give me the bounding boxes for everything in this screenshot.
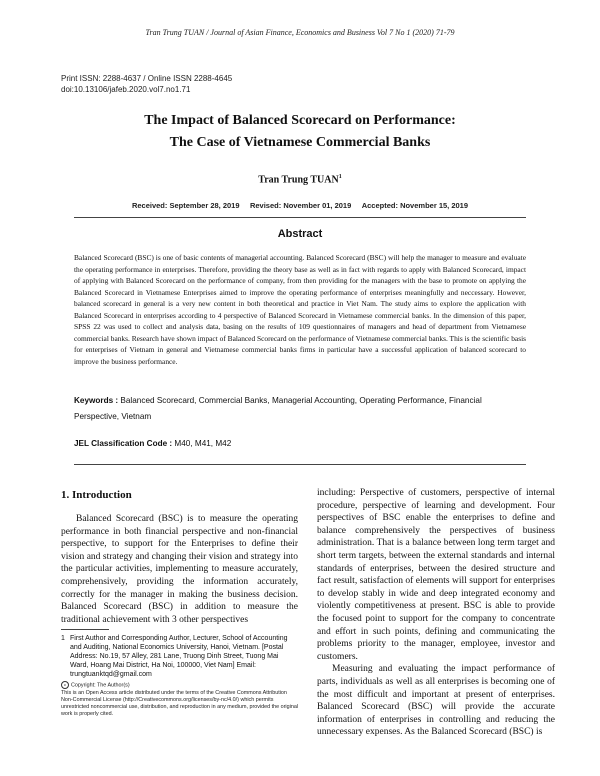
footnote-number: 1	[61, 635, 65, 642]
accepted-date: November 15, 2019	[400, 201, 469, 210]
jel-classification	[74, 438, 526, 450]
footnote	[61, 634, 298, 679]
divider-top	[74, 217, 526, 218]
issn-line: Print ISSN: 2288-4637 / Online ISSN 2288-4645	[61, 74, 233, 83]
copyright-line: Copyright: The Author(s)	[71, 682, 130, 689]
left-column	[61, 513, 298, 626]
intro-paragraph-2: Measuring and evaluating the impact performance of parts, individuals as well as all enterprises is becoming one of the most difficult and important at present of enterprises. Balanced Scorecard (BSC) will provide the accurate information of enterprises in controlling and reducing the unnecessary expenses. As the Balanced Scorecard (BSC) is	[317, 664, 555, 738]
submission-dates	[0, 201, 600, 210]
footnote-text: First Author and Corresponding Author, Lecturer, School of Accounting and Auditing, National Economics University, Hanoi, Vietnam. [Postal Address: No.19, 57 Alley, 281 Lane, Truong Dinh Street, Tuong Mai Ward, Hoang Mai District, Ha Noi, 100000, Viet Nam] Email: trungtuanktqd@gmail.com	[70, 635, 288, 678]
revised-label: Revised:	[249, 201, 282, 210]
footnote-divider	[61, 629, 109, 630]
keywords	[74, 393, 526, 425]
jel-codes: M40, M41, M42	[174, 439, 232, 448]
copyright-notice	[61, 681, 298, 718]
copyright-icon: c	[61, 681, 69, 689]
title-line-2: The Case of Vietnamese Commercial Banks	[169, 135, 431, 150]
jel-label: JEL Classification Code :	[74, 439, 173, 448]
issn-doi-block	[61, 73, 232, 95]
author-name: Tran Trung TUAN	[258, 174, 339, 186]
keywords-text: Balanced Scorecard, Commercial Banks, Managerial Accounting, Operating Performance, Financial Perspective, Vietnam	[74, 396, 482, 421]
doi-line: doi:10.13106/jafeb.2020.vol7.no1.71	[61, 85, 191, 94]
keywords-label: Keywords :	[74, 396, 119, 405]
abstract-heading: Abstract	[277, 228, 323, 240]
running-header: Tran Trung TUAN / Journal of Asian Finance, Economics and Business Vol 7 No 1 (2020) 71-79	[145, 28, 455, 37]
intro-paragraph-1-continued: including: Perspective of customers, perspective of internal procedure, perspective of learning and development. Four perspectives of BSC enable the enterprises to define and balance comprehensively the perspectives of business administration. That is a balance between long term target and short term targets, between the external standards and internal standards of enterprises, between the desired structure and fact result, satisfaction of elements will support for enterprises to develop stably in wide and deep integrated economy and violently competitiveness at present. BSC is able to provide the focused point to support for the company to concentrate and effort in such points, defining and communicating the problems priority to the manager, employee, investor and customers.	[317, 488, 555, 662]
abstract-body: Balanced Scorecard (BSC) is one of basic contents of managerial accounting. Balanced Scorecard (BSC) will help the manager to measure and evaluate the operating performance in enterprises. Therefore, providing the theory base as well as in fact with regards to apply with Balanced Scorecard, impact of applying with Balanced Scorecard on the performance of company, from then providing for the managers with the base to promote on applying the Balanced Scorecard in Vietnamese Enterprises aimed to improve the operating performance of enterprises meaningfully and neccessary. However, balanced scorecard in general is a very new content in both theoretical and practice in Viet Nam. The study aims to explore the application with Balanced Scorecard in enterprises according to 4 perspective of Balanced Scorecard in Vietnamese commercial banks. In the dimension of this paper, SPSS 22 was used to collect and analysis data, basing on the results of 109 questionnaires of managers and head of department from Vietnamese commercial banks. Research have shown impact of Balanced Scorecard on the performance of Vietnamese commercial banks. This is the scientific basis for enterprises of Vietnam in general and Vietnamese commercial banks firms in particular have a successful application of balanced scorecard to improve the business performance.	[74, 253, 526, 366]
license-text: This is an Open Access article distributed under the terms of the Creative Commons Attribution Non-Commercial License (http://Creativecommons.org/licenses/by-nc/4.0/) which permits unrestricted noncommercial use, distribution, and reproduction in any medium, provided the original work is properly cited.	[61, 689, 299, 718]
revised-date: November 01, 2019	[283, 201, 352, 210]
divider-bottom	[74, 464, 526, 465]
title-line-1: The Impact of Balanced Scorecard on Performance:	[144, 113, 456, 128]
received-label: Received:	[131, 201, 168, 210]
intro-paragraph-1: Balanced Scorecard (BSC) is to measure the operating performance in both financial perspective and non-financial perspective, to support for the Enterprises to define their vision and strategy and changing their vision and strategy into the particular activities, implementing to measure accurately, comprehensively, providing the information accurately, correctly for the manager in making the business decision. Balanced Scorecard (BSC) in addition to measure the traditional achievement with 3 other perspectives	[61, 514, 298, 625]
right-column	[317, 487, 555, 739]
received-date: September 28, 2019	[169, 201, 240, 210]
accepted-label: Accepted:	[361, 201, 398, 210]
section-heading-introduction: 1. Introduction	[61, 489, 132, 501]
author-footnote-mark: 1	[338, 174, 342, 180]
author-line	[0, 174, 600, 185]
